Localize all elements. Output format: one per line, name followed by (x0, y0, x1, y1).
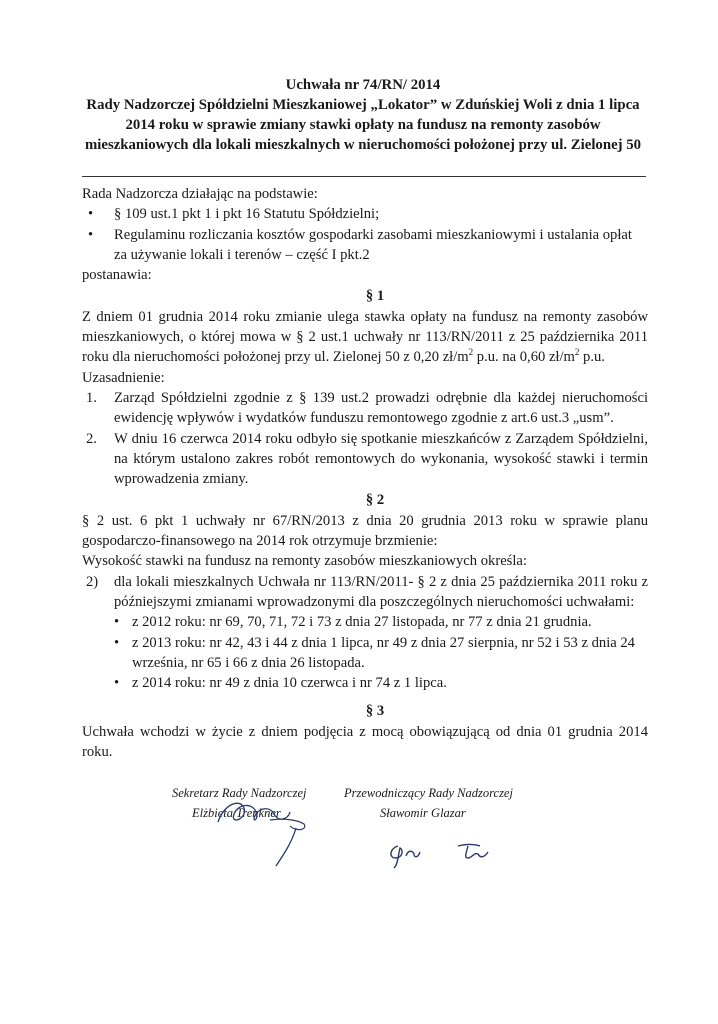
resolution-body (82, 184, 648, 762)
handwritten-signature (200, 790, 320, 870)
intro-text: Rada Nadzorcza działając na podstawie: (82, 186, 318, 202)
justification-list (82, 388, 648, 489)
resolves-text: postanawia: (82, 267, 152, 284)
signatory-name: Elżbieta Trenkner (192, 806, 281, 820)
list-item: 2. W dniu 16 czerwca 2014 roku odbyło się spotkanie mieszkańców z Zarządem Spółdzielni, na którym ustalono zakres robót remontowych do wykonania, wysokość stawki i termin wprowadzenia zmiany. (86, 430, 648, 488)
list-item: 1. Zarząd Spółdzielni zgodnie z § 139 ust.2 prowadzi odrębnie dla każdej nieruchomości ewidencję wpływów i wydatków funduszu remontowego zgodnie z art.6 ust.3 „usm”. (86, 389, 648, 427)
signatory-name: Sławomir Glazar (380, 806, 466, 820)
list-item: • Regulaminu rozliczania kosztów gospodarki zasobami mieszkaniowymi i ustalania opłat za używanie lokali i terenów – część I pkt.2 (82, 225, 648, 266)
signatory-role: Przewodniczący Rady Nadzorczej (344, 786, 513, 800)
handwritten-signature (384, 836, 504, 872)
section-2-text: § 2 ust. 6 pkt 1 uchwały nr 67/RN/2013 z dnia 20 grudnia 2013 roku w sprawie planu gospodarczo-finansowego na 2014 rok otrzymuje brzmienie: (82, 512, 648, 550)
signatory-role: Sekretarz Rady Nadzorczej (172, 786, 307, 800)
amendments-list (82, 612, 648, 693)
list-item: • z 2012 roku: nr 69, 70, 71, 72 i 73 z dnia 27 listopada, nr 77 z dnia 21 grudnia. (114, 612, 648, 632)
section-heading: § 1 (365, 288, 385, 305)
section-heading: § 3 (365, 703, 385, 720)
header-line: Rady Nadzorczej Spółdzielni Mieszkaniowej „Lokator” w Zduńskiej Woli z dnia 1 lipca (86, 97, 640, 113)
justification-label: Uzasadnienie: (82, 369, 165, 386)
resolution-number: Uchwała nr 74/RN/ 2014 (285, 77, 441, 93)
list-item: • z 2014 roku: nr 49 z dnia 10 czerwca i nr 74 z 1 lipca. (114, 673, 648, 693)
chairman-signature-block (344, 783, 513, 823)
list-item: • § 109 ust.1 pkt 1 i pkt 16 Statutu Spółdzielni; (82, 204, 648, 224)
rate-intro-text: Wysokość stawki na fundusz na remonty zasobów mieszkaniowych określa: (82, 553, 527, 570)
section-1-text: Z dniem 01 grudnia 2014 roku zmianie ulega stawka opłaty na fundusz na remonty zasobów mieszkaniowych, o której mowa w § 2 ust.1 uchwały nr 113/RN/2011 z 25 października 2011 roku dla nieruchomości położonej przy ul. Zielonej 50 z 0,20 $zł/m^2$ p.u. na 0,60 $zł/m^2$ p.u. (82, 308, 648, 366)
list-item: • z 2013 roku: nr 42, 43 i 44 z dnia 1 lipca, nr 49 z dnia 27 sierpnia, nr 52 i 53 z dnia 24 września, nr 65 i 66 z dnia 26 listopada. (114, 633, 648, 674)
resolution-header (70, 75, 656, 155)
section-3-text: Uchwała wchodzi w życie z dniem podjęcia z mocą obowiązującą od dnia 01 grudnia 2014 roku. (82, 723, 648, 761)
header-line: 2014 roku w sprawie zmiany stawki opłaty na fundusz na remonty zasobów (125, 117, 601, 133)
header-divider (82, 176, 646, 177)
list-item: 2) dla lokali mieszkalnych Uchwała nr 113/RN/2011- § 2 z dnia 25 października 2011 roku z późniejszymi zmianami wprowadzonymi dla poszczególnych nieruchomości uchwałami: (86, 573, 648, 610)
legal-basis-list (82, 204, 648, 265)
section-heading: § 2 (365, 492, 385, 509)
header-line: mieszkaniowych dla lokali mieszkalnych w nieruchomości położonej przy ul. Zielonej 50 (84, 137, 642, 153)
